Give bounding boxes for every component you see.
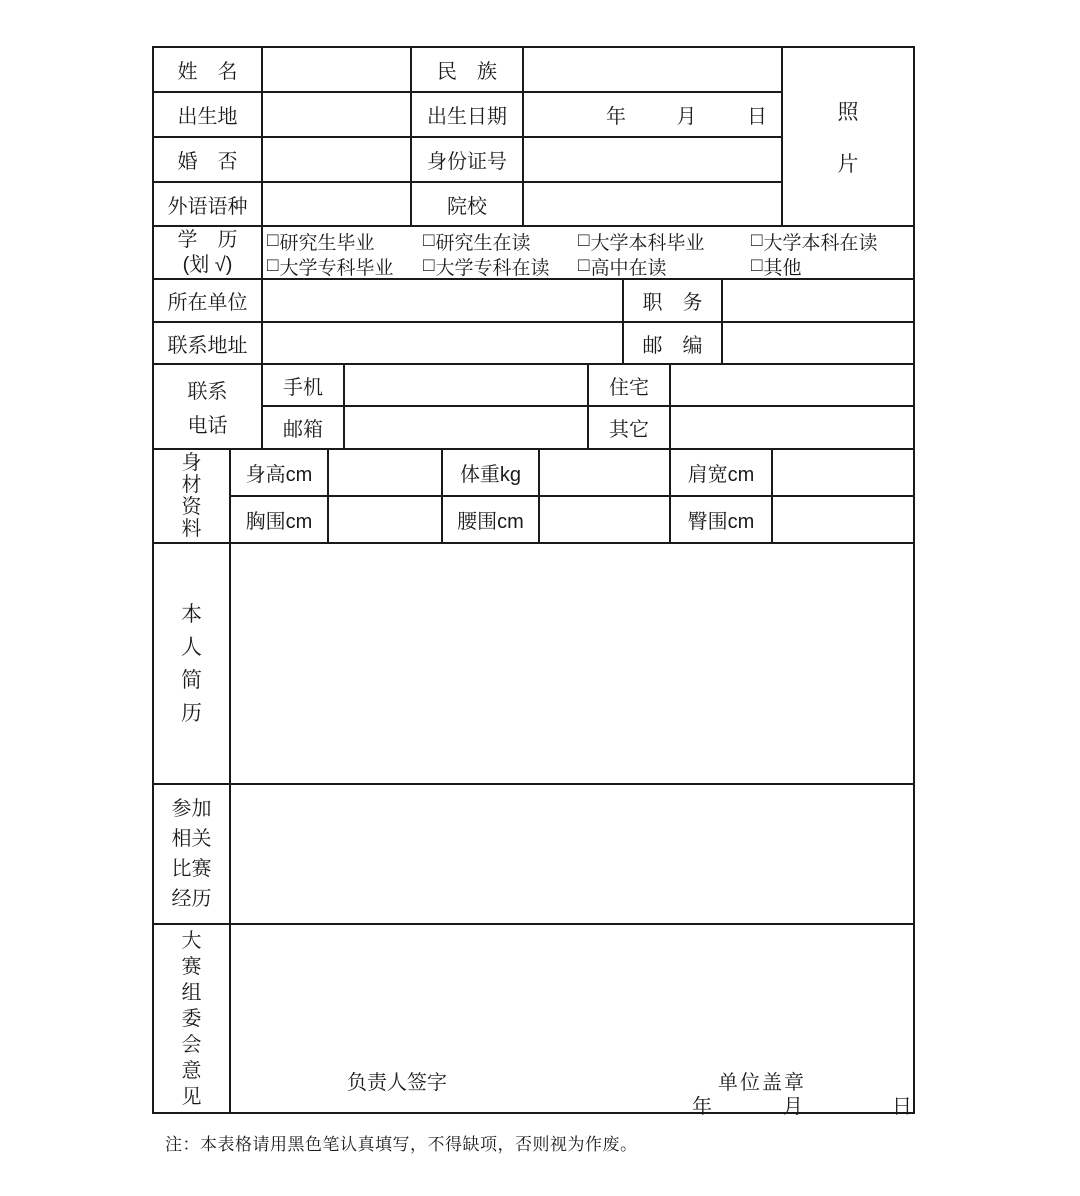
body-measurements-band <box>154 450 913 544</box>
checkbox-icon: □ <box>267 230 279 251</box>
checkbox-option-college-graduated[interactable] <box>267 253 423 280</box>
resume-label-char: 历 <box>181 701 202 725</box>
home-phone-label: 住宅 <box>589 365 671 405</box>
checkbox-option-grad-graduated[interactable] <box>267 228 423 255</box>
experience-label <box>154 785 231 923</box>
ethnicity-input[interactable] <box>524 48 781 91</box>
experience-label-line: 经历 <box>171 888 212 910</box>
email-label: 邮箱 <box>263 407 345 448</box>
experience-input[interactable] <box>231 785 913 923</box>
checkbox-option-college-enrolled[interactable] <box>423 253 578 280</box>
form-row-language <box>154 183 781 225</box>
school-input[interactable] <box>524 183 781 225</box>
committee-label-char: 会 <box>181 1033 202 1056</box>
address-input[interactable] <box>263 323 624 363</box>
mobile-label: 手机 <box>263 365 345 405</box>
registration-form-table <box>152 46 915 1118</box>
weight-label: 体重kg <box>443 450 540 495</box>
education-options-row2 <box>267 253 913 278</box>
phone-label-line: 联系 <box>187 381 228 404</box>
checkbox-label: 大学本科毕业 <box>590 232 705 254</box>
checkbox-option-bachelor-enrolled[interactable] <box>751 228 913 255</box>
checkbox-label: 研究生毕业 <box>279 232 375 254</box>
checkbox-option-highschool-enrolled[interactable] <box>578 253 751 280</box>
name-input[interactable] <box>263 48 412 91</box>
zip-label: 邮 编 <box>624 323 723 363</box>
phone-label-line: 电话 <box>187 414 228 437</box>
other-phone-input[interactable] <box>671 407 913 448</box>
checkbox-label: 研究生在读 <box>435 232 531 254</box>
resume-input[interactable] <box>231 544 913 783</box>
photo-label-char: 片 <box>837 152 859 176</box>
foreign-language-label: 外语语种 <box>154 183 263 225</box>
committee-opinion-area[interactable] <box>231 925 913 1118</box>
committee-label-char: 大 <box>181 929 202 952</box>
committee-label-char: 赛 <box>181 955 202 978</box>
footer-note: 注：本表格请用黑色笔认真填写，不得缺项，否则视为作废。 <box>165 1135 638 1154</box>
basic-info-grid <box>154 48 783 225</box>
committee-label-char: 意 <box>181 1059 202 1082</box>
checkbox-label: 其他 <box>763 257 802 279</box>
position-input[interactable] <box>723 280 913 321</box>
shoulder-label: 肩宽cm <box>671 450 773 495</box>
education-label-main: 学 历 <box>177 228 238 251</box>
height-input[interactable] <box>329 450 443 495</box>
marital-input[interactable] <box>263 138 412 181</box>
form-row-mobile <box>263 365 913 407</box>
checkbox-option-bachelor-graduated[interactable] <box>578 228 751 255</box>
zip-input[interactable] <box>723 323 913 363</box>
committee-band <box>154 925 913 1118</box>
body-measurements-label <box>154 450 231 542</box>
position-label: 职 务 <box>624 280 723 321</box>
mobile-input[interactable] <box>345 365 589 405</box>
checkbox-icon: □ <box>423 230 435 251</box>
checkbox-label: 大学本科在读 <box>763 232 878 254</box>
marital-label: 婚 否 <box>154 138 263 181</box>
shoulder-input[interactable] <box>773 450 913 495</box>
other-phone-label: 其它 <box>589 407 671 448</box>
body-label-char: 身 <box>181 452 202 474</box>
birthplace-input[interactable] <box>263 93 412 136</box>
body-label-char: 料 <box>181 518 202 540</box>
experience-label-line: 相关 <box>171 828 212 850</box>
body-label-char: 资 <box>181 496 202 518</box>
birthplace-label: 出生地 <box>154 93 263 136</box>
form-row-measure2 <box>231 497 913 542</box>
checkbox-icon: □ <box>751 230 763 251</box>
weight-input[interactable] <box>540 450 671 495</box>
committee-label-char: 委 <box>181 1007 202 1030</box>
id-number-label: 身份证号 <box>412 138 524 181</box>
resume-label-char: 简 <box>181 668 202 692</box>
day-label: 日 <box>892 1096 912 1118</box>
photo-label-char: 照 <box>837 100 859 124</box>
photo-paste-area[interactable] <box>783 48 913 225</box>
waist-input[interactable] <box>540 497 671 542</box>
school-label: 院校 <box>412 183 524 225</box>
birthdate-input[interactable] <box>524 93 781 136</box>
checkbox-label: 大学专科毕业 <box>279 257 394 279</box>
month-label: 月 <box>676 106 697 128</box>
experience-band <box>154 785 913 925</box>
year-label: 年 <box>606 106 626 128</box>
phone-grid <box>263 365 913 448</box>
resume-band <box>154 544 913 785</box>
checkbox-option-other[interactable] <box>751 253 913 280</box>
committee-label <box>154 925 231 1112</box>
education-label-sub: (划 √) <box>182 253 233 276</box>
body-measurements-grid <box>231 450 913 542</box>
phone-label <box>154 365 263 448</box>
id-number-input[interactable] <box>524 138 781 181</box>
employer-label: 所在单位 <box>154 280 263 321</box>
year-label: 年 <box>692 1096 712 1118</box>
form-row-marital <box>154 138 781 183</box>
checkbox-label: 大学专科在读 <box>435 257 550 279</box>
seal-label: 单位盖章 <box>718 1072 806 1094</box>
checkbox-icon: □ <box>267 255 279 276</box>
hip-input[interactable] <box>773 497 913 542</box>
checkbox-label: 高中在读 <box>590 257 667 279</box>
signature-label: 负责人签字 <box>347 1072 447 1094</box>
waist-label: 腰围cm <box>443 497 540 542</box>
form-row-email <box>263 407 913 448</box>
chest-input[interactable] <box>329 497 443 542</box>
address-label: 联系地址 <box>154 323 263 363</box>
employer-input[interactable] <box>263 280 624 321</box>
day-label: 日 <box>747 106 767 128</box>
basic-info-band <box>154 48 913 227</box>
experience-label-line: 比赛 <box>171 858 212 880</box>
form-row-birth <box>154 93 781 138</box>
form-row-name <box>154 48 781 93</box>
checkbox-icon: □ <box>423 255 435 276</box>
email-input[interactable] <box>345 407 589 448</box>
resume-label-char: 人 <box>181 635 202 659</box>
education-label <box>154 227 263 278</box>
ethnicity-label: 民 族 <box>412 48 524 91</box>
education-options <box>263 227 913 278</box>
phone-band <box>154 365 913 450</box>
education-options-row1 <box>267 228 913 253</box>
birthdate-label: 出生日期 <box>412 93 524 136</box>
checkbox-option-grad-enrolled[interactable] <box>423 228 578 255</box>
employer-band <box>154 280 913 323</box>
experience-label-line: 参加 <box>171 798 212 820</box>
name-label: 姓 名 <box>154 48 263 91</box>
address-band <box>154 323 913 365</box>
checkbox-icon: □ <box>578 255 590 276</box>
body-label-char: 材 <box>181 474 202 496</box>
chest-label: 胸围cm <box>231 497 329 542</box>
form-row-measure1 <box>231 450 913 497</box>
resume-label <box>154 544 231 783</box>
home-phone-input[interactable] <box>671 365 913 405</box>
month-label: 月 <box>783 1096 803 1118</box>
committee-label-char: 见 <box>181 1085 202 1108</box>
foreign-language-input[interactable] <box>263 183 412 225</box>
checkbox-icon: □ <box>578 230 590 251</box>
height-label: 身高cm <box>231 450 329 495</box>
hip-label: 臀围cm <box>671 497 773 542</box>
education-band <box>154 227 913 280</box>
resume-label-char: 本 <box>181 602 202 626</box>
committee-label-char: 组 <box>181 981 202 1004</box>
checkbox-icon: □ <box>751 255 763 276</box>
